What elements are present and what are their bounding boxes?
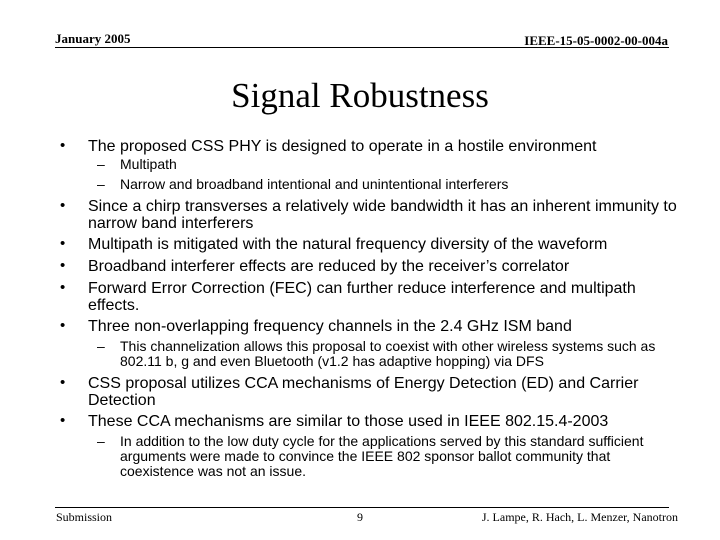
bullet-item: Broadband interferer effects are reduced by the receiver’s correlator — [88, 258, 570, 275]
footer-submission: Submission — [56, 510, 113, 524]
bullet-marker: • — [60, 412, 66, 429]
sub-bullet-item — [97, 339, 667, 369]
bullet-marker: • — [60, 197, 66, 214]
dash-marker: – — [97, 338, 105, 354]
sub-bullet-item — [97, 177, 667, 192]
sub-bullet-text: Narrow and broadband intentional and unintentional interferers — [120, 176, 509, 192]
bullet-marker: • — [60, 257, 66, 274]
bullet-marker: • — [60, 137, 66, 154]
dash-marker: – — [97, 433, 105, 449]
bullet-marker: • — [60, 235, 66, 252]
header-document-id: IEEE-15-05-0002-00-004a — [524, 33, 668, 48]
sub-bullet-text: In addition to the low duty cycle for the applications served by this standard sufficient arguments were made to convince the IEEE 802 sponsor ballot community that coexistence was not an issue. — [120, 433, 644, 479]
header-date: January 2005 — [55, 31, 131, 46]
bullet-item: CSS proposal utilizes CCA mechanisms of Energy Detection (ED) and Carrier Detection — [88, 375, 639, 409]
sub-bullet-item — [97, 157, 667, 172]
footer-rule — [55, 507, 669, 508]
sub-bullet-text: This channelization allows this proposal to coexist with other wireless systems such as 802.11 b, g and even Bluetooth (v1.2 has adaptive hopping) via DFS — [120, 338, 656, 369]
bullet-item: Since a chirp transverses a relatively wide bandwidth it has an inherent immunity to narrow band interferers — [88, 198, 677, 232]
bullet-item: These CCA mechanisms are similar to those used in IEEE 802.15.4-2003 — [88, 413, 609, 430]
bullet-item: Forward Error Correction (FEC) can further reduce interference and multipath effects. — [88, 280, 636, 314]
bullet-item: The proposed CSS PHY is designed to operate in a hostile environment — [88, 138, 597, 155]
bullet-marker: • — [60, 374, 66, 391]
dash-marker: – — [97, 156, 105, 172]
dash-marker: – — [97, 176, 105, 192]
sub-bullet-item — [97, 434, 667, 479]
page-number: 9 — [357, 510, 363, 524]
bullet-item: Three non-overlapping frequency channels in the 2.4 GHz ISM band — [88, 318, 572, 335]
bullet-marker: • — [60, 279, 66, 296]
bullet-item: Multipath is mitigated with the natural frequency diversity of the waveform — [88, 236, 608, 253]
sub-bullet-text: Multipath — [120, 156, 177, 172]
footer-authors: J. Lampe, R. Hach, L. Menzer, Nanotron — [481, 510, 678, 524]
bullet-marker: • — [60, 317, 66, 334]
slide-title: Signal Robustness — [231, 76, 489, 115]
